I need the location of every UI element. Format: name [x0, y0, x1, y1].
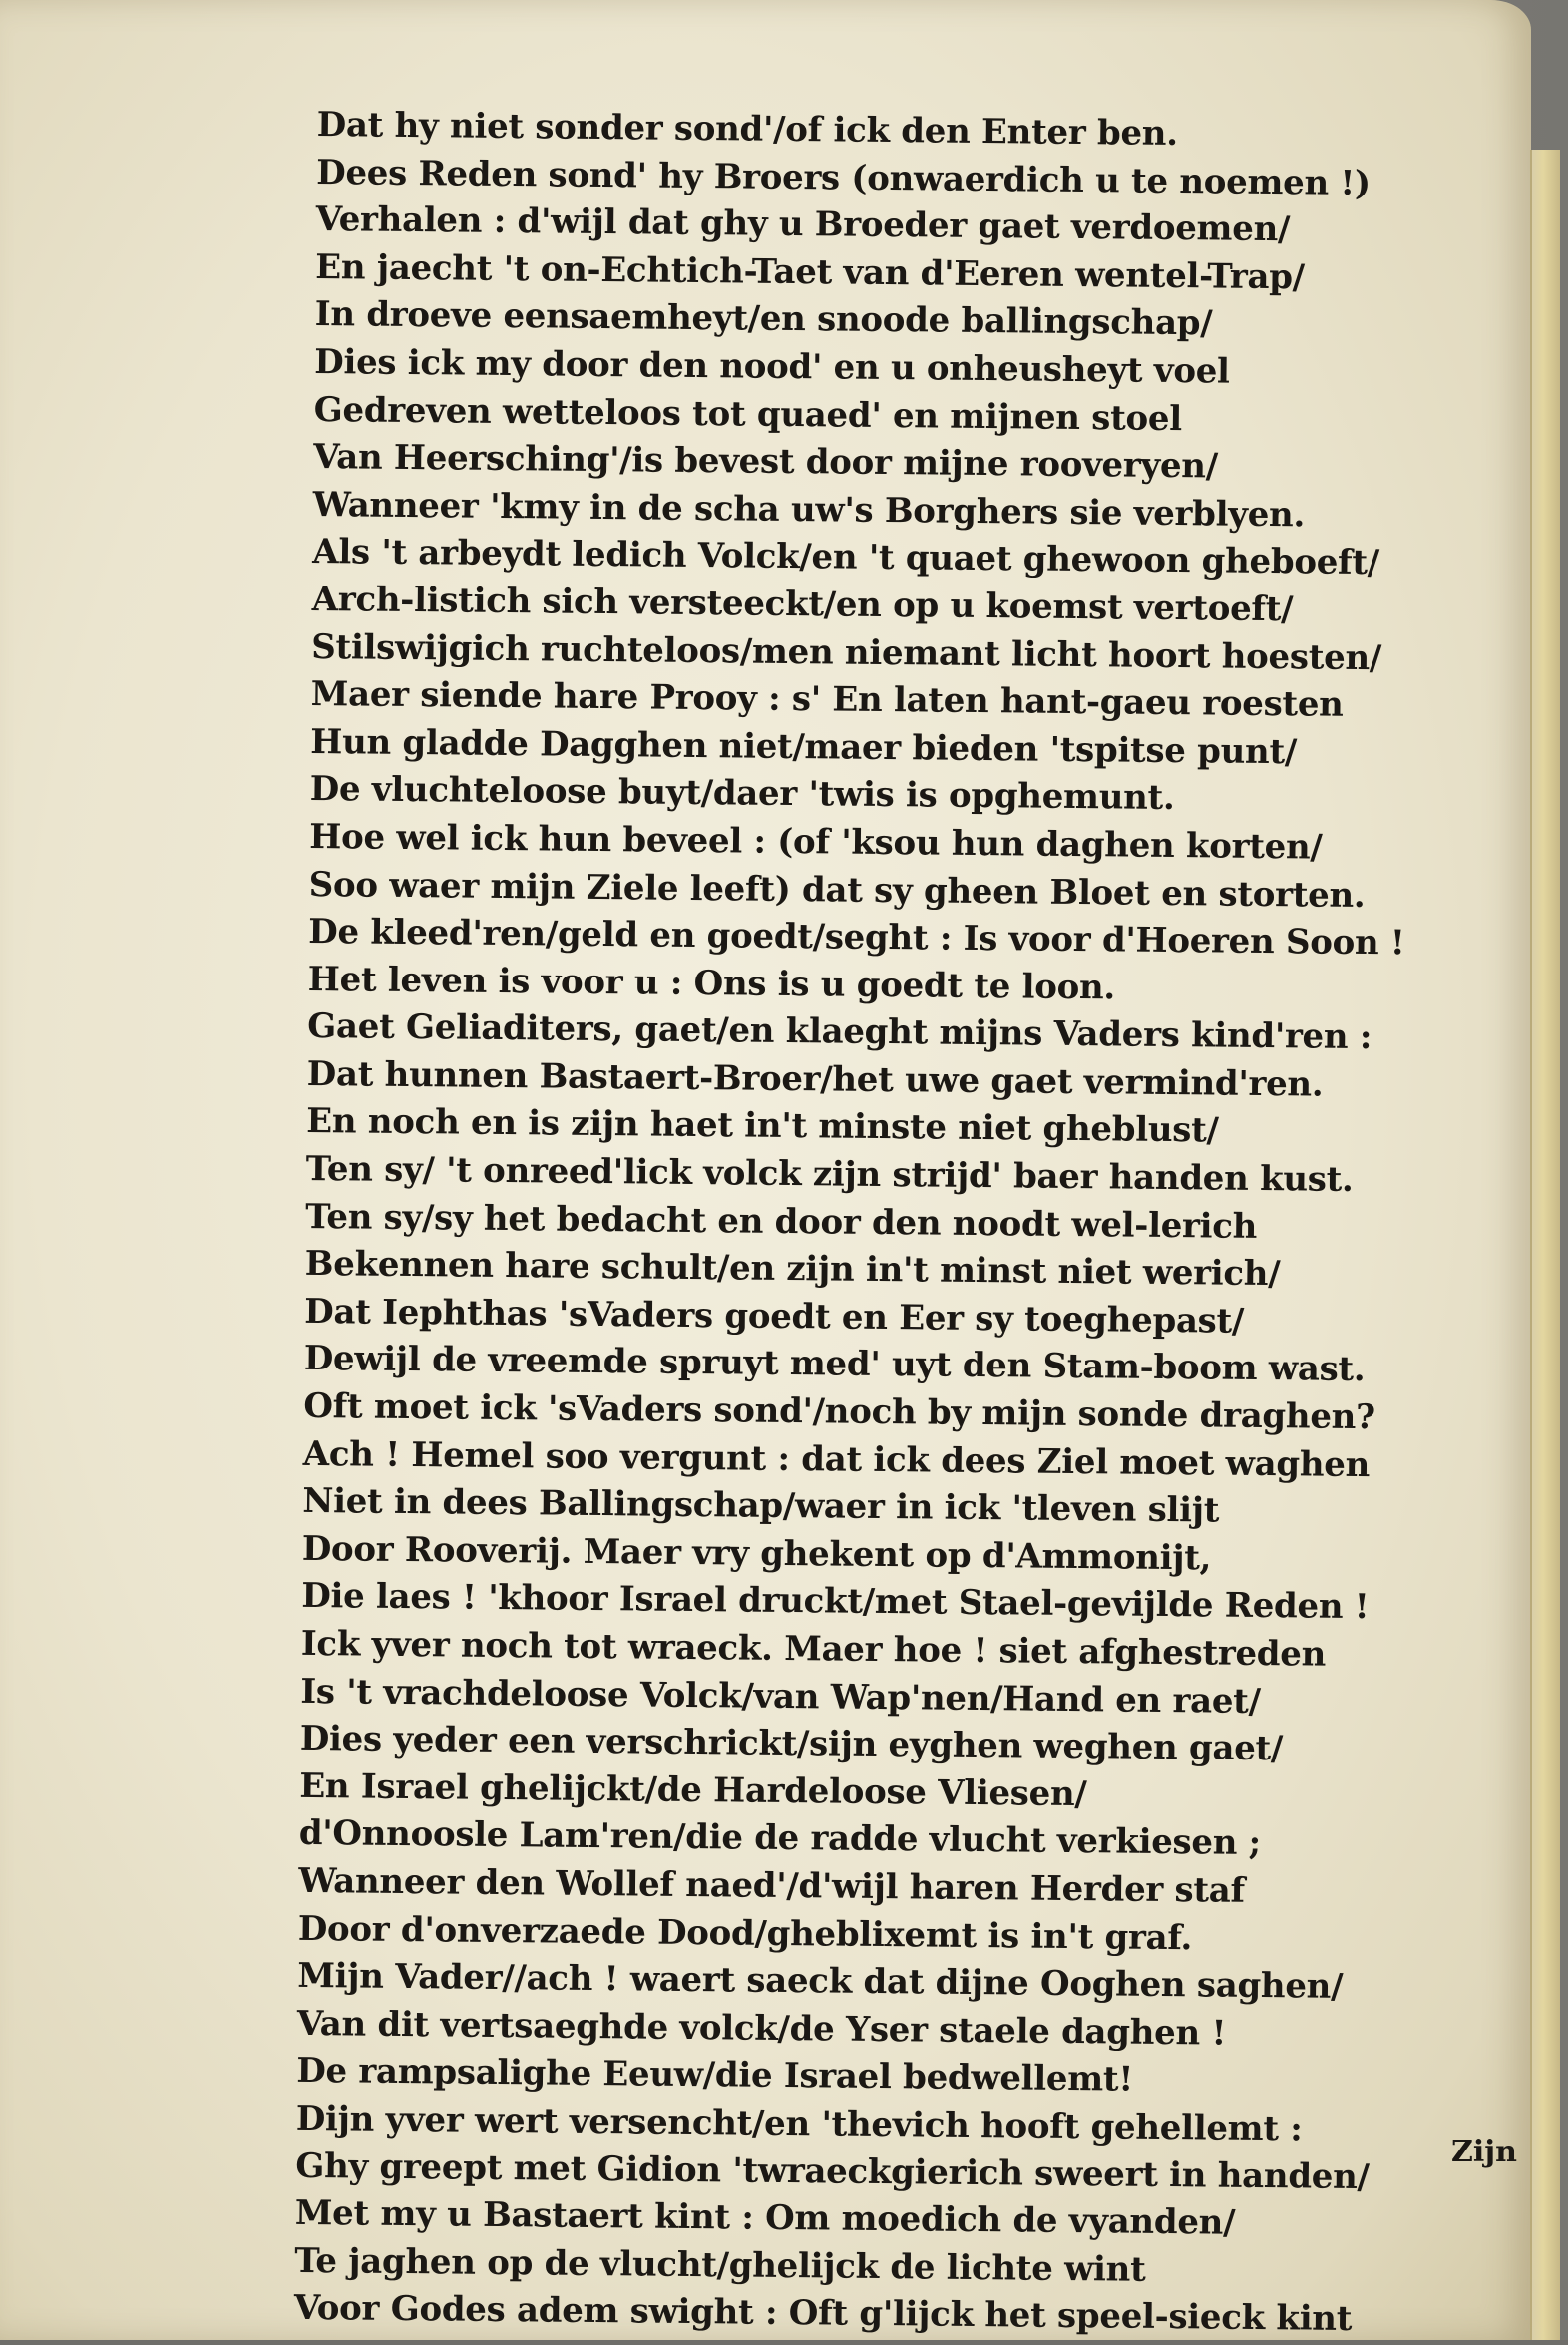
verse-line: Die laes ! 'khoor Israel druckt/met Stael-gevijlde Reden ! [301, 1576, 1370, 1628]
verse-line: Gedreven wetteloos tot quaed' en mijnen stoel [313, 389, 1183, 439]
verse-line: Stilswijgich ruchteloos/men niemant licht hoort hoesten/ [311, 626, 1382, 678]
verse-line: Verhalen : d'wijl dat ghy u Broeder gaet verdoemen/ [315, 199, 1291, 250]
verse-line: Door Rooverij. Maer vry ghekent op d'Ammonijt, [301, 1528, 1212, 1579]
verse-line: Hun gladde Dagghen niet/maer bieden 'tspitse punt/ [310, 721, 1298, 773]
verse-line: d'Onnoosle Lam'ren/die de radde vlucht verkiesen ; [298, 1813, 1262, 1864]
verse-line: Ach ! Hemel soo vergunt : dat ick dees Ziel moet waghen [302, 1433, 1371, 1485]
verse-line: Dies yeder een verschrickt/sijn eyghen weghen gaet/ [299, 1719, 1284, 1769]
verse-line: Ghy greept met Gidion 'twraeckgierich sweert in handen/ [295, 2146, 1370, 2197]
verse-line: En jaecht 't on-Echtich-Taet van d'Eeren wentel-Trap/ [315, 246, 1305, 298]
catchword: Zijn [1451, 2135, 1517, 2169]
verse-line: Ten sy/ 't onreed'lick volck zijn strijd' baer handen kust. [305, 1149, 1354, 1200]
verse-line: Arch-listich sich versteeckt/en op u koemst vertoeft/ [311, 579, 1294, 630]
verse-line: Ick yver noch tot wraeck. Maer hoe ! siet afghestreden [300, 1623, 1327, 1675]
verse-line: En noch en is zijn haet in't minste niet gheblust/ [306, 1101, 1219, 1151]
verse-line: Dees Reden sond' hy Broers (onwaerdich u te noemen !) [316, 152, 1372, 203]
verse-line: Dies ick my door den nood' en u onheusheyt voel [314, 341, 1230, 392]
verse-line: Bekennen hare schult/en zijn in't minst niet werich/ [304, 1244, 1281, 1295]
verse-line: Maer siende hare Prooy : s' En laten hant-gaeu roesten [310, 674, 1344, 725]
verse-line: Oft moet ick 'sVaders sond'/noch by mijn sonde draghen? [303, 1385, 1375, 1438]
verse-line: Dijn yver wert versencht/en 'thevich hooft gehellemt : [295, 2098, 1303, 2150]
verse-line: Gaet Geliaditers, gaet/en klaeght mijns Vaders kind'ren : [307, 1006, 1372, 1058]
verse-line: Is 't vrachdeloose Volck/van Wap'nen/Hand en raet/ [300, 1671, 1261, 1722]
verse-line: Mijn Vader//ach ! waert saeck dat dijne Ooghen saghen/ [297, 1956, 1344, 2008]
verse-line: Niet in dees Ballingschap/waer in ick 'tleven slijt [302, 1481, 1220, 1531]
verse-line: Van dit vertsaeghde volck/de Yser staele daghen ! [296, 2003, 1227, 2054]
verse-line: Met my u Bastaert kint : Om moedich de vyanden/ [294, 2193, 1236, 2243]
verse-line: De vluchteloose buyt/daer 'twis is opghemunt. [309, 769, 1175, 819]
verse-line: Soo waer mijn Ziele leeft) dat sy gheen Bloet en storten. [308, 864, 1366, 916]
verse-line: Voor Godes adem swight : Oft g'lijck het speel-sieck kint [293, 2288, 1353, 2340]
verse-line: Wanneer den Wollef naed'/d'wijl haren Herder staf [298, 1860, 1246, 1911]
verse-line: Van Heersching'/is bevest door mijne rooveryen/ [313, 437, 1219, 487]
verse-line: Dat Iephthas 'sVaders goedt en Eer sy toeghepast/ [304, 1291, 1245, 1342]
verse-line: Dat hunnen Bastaert-Broer/het uwe gaet vermind'ren. [306, 1053, 1324, 1105]
verse-line: De kleed'ren/geld en goedt/seght : Is voor d'Hoeren Soon ! [308, 912, 1405, 964]
verse-line: Wanneer 'kmy in de scha uw's Borghers sie verblyen. [312, 484, 1306, 536]
verse-line: Het leven is voor u : Ons is u goedt te loon. [307, 959, 1116, 1008]
verse-line: En Israel ghelijckt/de Hardeloose Vliesen/ [299, 1765, 1087, 1814]
verse-line: Hoe wel ick hun beveel : (of 'ksou hun daghen korten/ [309, 816, 1323, 868]
verse-line: De rampsalighe Eeuw/die Israel bedwellemt! [296, 2051, 1134, 2101]
verse-line: In droeve eensaemheyt/en snoode ballingschap/ [314, 294, 1213, 344]
verse-line: Dewijl de vreemde spruyt med' uyt den Stam-boom wast. [303, 1339, 1366, 1390]
verse-line: Ten sy/sy het bedacht en door den noodt wel-lerich [305, 1196, 1258, 1247]
verse-line: Als 't arbeydt ledich Volck/en 't quaet ghewoon gheboeft/ [312, 532, 1380, 584]
verse-line: Dat hy niet sonder sond'/of ick den Enter ben. [316, 104, 1178, 155]
verse-line: Door d'onverzaede Dood/gheblixemt is in't graf. [297, 1908, 1193, 1958]
verse-line: Te jaghen op de vlucht/ghelijck de lichte wint [294, 2240, 1146, 2290]
verse-text-block [294, 102, 1444, 2345]
page-edge [1530, 150, 1560, 2340]
